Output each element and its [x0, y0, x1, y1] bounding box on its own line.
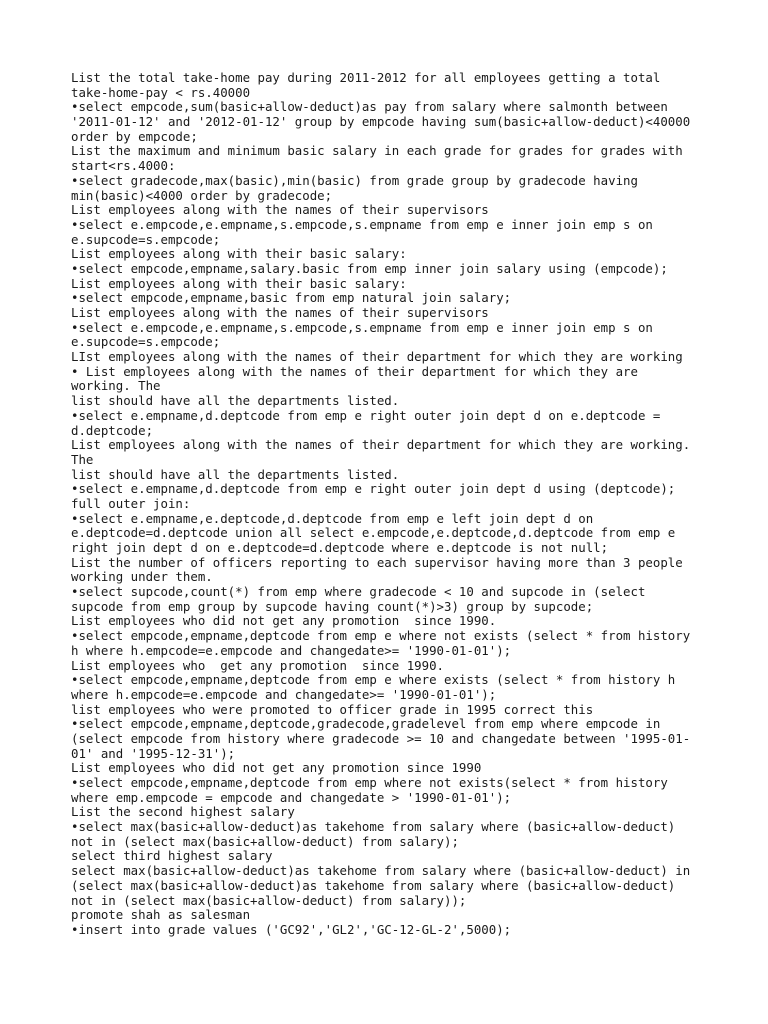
text-line: •select empcode,empname,deptcode from emp where not exists(select * from history — [71, 775, 668, 790]
text-line: where emp.empcode = empcode and changedate > '1990-01-01'); — [71, 789, 512, 805]
text-line: select third highest salary — [71, 848, 273, 864]
text-line: •select empcode,empname,deptcode from emp e where exists (select * from history h — [71, 672, 676, 688]
text-line: •select max(basic+allow-deduct)as takehome from salary where (basic+allow-deduct) — [71, 819, 676, 835]
text-line: •select empcode,empname,salary.basic from emp inner join salary using (empcode); — [71, 260, 668, 276]
text-line: 01' and '1995-12-31'); — [71, 745, 236, 761]
text-line: min(basic)<4000 order by gradecode; — [71, 187, 333, 203]
text-line: order by empcode; — [71, 128, 198, 144]
text-line: •select empcode,empname,deptcode from emp e where not exists (select * from history — [71, 628, 691, 644]
text-line: •select e.empname,e.deptcode,d.deptcode from emp e left join dept d on — [71, 510, 594, 526]
text-line: e.supcode=s.empcode; — [71, 231, 221, 247]
text-line: right join dept d on e.deptcode=d.deptcode where e.deptcode is not null; — [71, 540, 609, 555]
text-line: •select gradecode,max(basic),min(basic) from grade group by gradecode having — [71, 172, 638, 188]
text-line: List the number of officers reporting to each supervisor having more than 3 people — [71, 554, 683, 570]
text-line: List employees along with their basic salary: — [71, 275, 407, 291]
text-line: list should have all the departments listed. — [71, 466, 400, 482]
text-line: '2011-01-12' and '2012-01-12' group by empcode having sum(basic+allow-deduct)<40000 — [71, 114, 691, 130]
text-line: List employees who did not get any promotion since 1990. — [71, 613, 497, 629]
text-line: e.supcode=s.empcode; — [71, 334, 221, 350]
text-line: (select empcode from history where gradecode >= 10 and changedate between '1995-01- — [71, 730, 691, 746]
text-line: working under them. — [71, 569, 213, 585]
text-line: List the maximum and minimum basic salary in each grade for grades for grades with — [71, 143, 683, 159]
text-line: take-home-pay < rs.40000 — [71, 84, 251, 100]
text-line: List employees who did not get any promotion since 1990 — [71, 760, 482, 776]
text-line: The — [71, 451, 94, 467]
text-line: start<rs.4000: — [71, 158, 176, 174]
text-line: • List employees along with the names of their department for which they are — [71, 363, 638, 379]
text-line: e.deptcode=d.deptcode union all select e.empcode,e.deptcode,d.deptcode from emp e — [71, 525, 676, 541]
text-line: where h.empcode=e.empcode and changedate>= '1990-01-01'); — [71, 686, 497, 702]
text-line: not in (select max(basic+allow-deduct) from salary)); — [71, 892, 467, 908]
text-line: List employees along with their basic salary: — [71, 246, 407, 262]
text-line: List employees along with the names of their department for which they are working. — [71, 437, 691, 453]
text-line: •select e.empname,d.deptcode from emp e right outer join dept d using (deptcode); — [71, 481, 676, 497]
text-line: •select e.empcode,e.empname,s.empcode,s.empname from emp e inner join emp s on — [71, 216, 653, 232]
text-line: •select empcode,empname,deptcode,gradecode,gradelevel from emp where empcode in — [71, 716, 661, 732]
text-line: •select supcode,count(*) from emp where gradecode < 10 and supcode in (select — [71, 584, 646, 600]
text-line: list employees who were promoted to officer grade in 1995 correct this — [71, 701, 594, 717]
text-line: d.deptcode; — [71, 422, 154, 438]
text-line: List employees along with the names of their supervisors — [71, 202, 489, 218]
text-line: (select max(basic+allow-deduct)as takehome from salary where (basic+allow-deduct) — [71, 877, 676, 893]
text-line: list should have all the departments listed. — [71, 393, 400, 409]
text-line: supcode from emp group by supcode having count(*)>3) group by supcode; — [71, 598, 594, 614]
text-line: working. The — [71, 378, 161, 394]
text-line: promote shah as salesman — [71, 907, 251, 923]
text-line: •select e.empname,d.deptcode from emp e right outer join dept d on e.deptcode = — [71, 407, 661, 423]
text-line: •select e.empcode,e.empname,s.empcode,s.empname from emp e inner join emp s on — [71, 319, 653, 335]
text-line: •select empcode,empname,basic from emp natural join salary; — [71, 290, 512, 306]
text-line: select max(basic+allow-deduct)as takehome from salary where (basic+allow-deduct) in — [71, 863, 691, 879]
text-line: not in (select max(basic+allow-deduct) from salary); — [71, 833, 459, 849]
text-line: LIst employees along with the names of their department for which they are working — [71, 349, 683, 365]
text-line: •select empcode,sum(basic+allow-deduct)as pay from salary where salmonth between — [71, 99, 668, 115]
text-line: List employees along with the names of their supervisors — [71, 305, 489, 320]
text-line: List the total take-home pay during 2011-2012 for all employees getting a total — [71, 70, 661, 85]
document-page — [71, 71, 711, 938]
text-line: h where h.empcode=e.empcode and changedate>= '1990-01-01'); — [71, 642, 512, 658]
text-line: List the second highest salary — [71, 804, 295, 820]
text-line: full outer join: — [71, 495, 191, 511]
text-line: •insert into grade values ('GC92','GL2','GC-12-GL-2',5000); — [71, 921, 512, 937]
text-line: List employees who get any promotion since 1990. — [71, 657, 444, 673]
